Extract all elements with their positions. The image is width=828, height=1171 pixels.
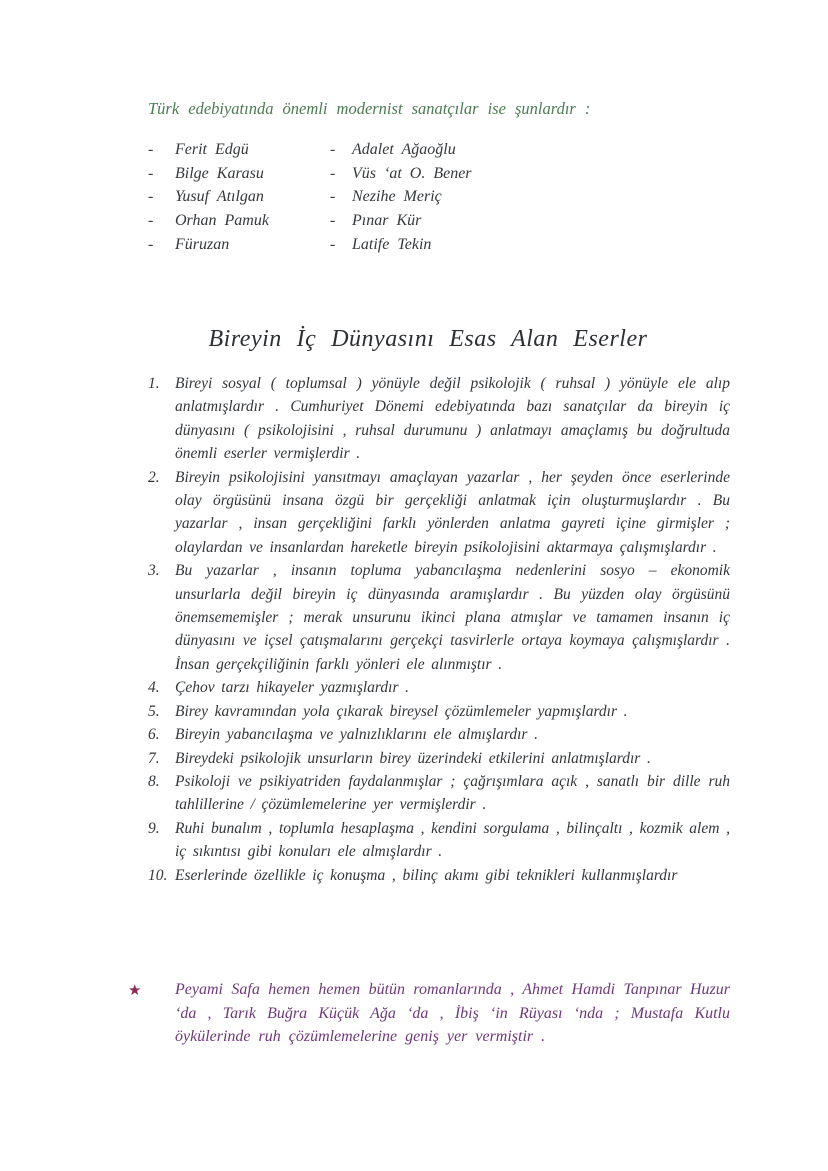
list-item <box>148 372 730 466</box>
footnote-text: Peyami Safa hemen hemen bütün romanlarında , Ahmet Hamdi Tanpınar Huzur ‘da , Tarık Buğra Küçük Ağa ‘da , İbiş ‘in Rüyası ‘nda ; Mustafa Kutlu öykülerinde ruh çözümlemelerine geniş yer vermiştir . <box>175 981 730 1045</box>
item-text: Çehov tarzı hikayeler yazmışlardır . <box>175 679 410 697</box>
item-text: Psikoloji ve psikiyatriden faydalanmışlar ; çağrışımlara açık , sanatlı bir dille ruh tahlillerine / çözümlemelerine yer vermişlerdir . <box>175 772 730 814</box>
dash-bullet: - <box>330 212 336 230</box>
item-number: 9. <box>148 819 160 837</box>
author-name: Vüs ‘at O. Bener <box>352 164 472 182</box>
author-row <box>148 209 730 233</box>
author-name: Orhan Pamuk <box>175 212 269 230</box>
list-item <box>148 864 730 887</box>
item-text: Bireydeki psikolojik unsurların birey üzerindeki etkilerini anlatmışlardır . <box>175 749 651 767</box>
item-text: Bu yazarlar , insanın topluma yabancılaşma nedenlerini sosyo – ekonomik unsurlarla değil bireyin iç dünyasında aramışlardır . Bu yüzden olay örgüsünü önemsememişler ; merak unsurunu ikinci plana atmışlar ve tamamen insanın iç dünyasını ve içsel çatışmalarını gerçekçi tasvirlerle ortaya koymaya çalışmışlardır . İnsan gerçekçiliğinin farklı yönleri ele alınmıştır . <box>175 562 730 673</box>
author-row <box>148 162 730 186</box>
item-number: 7. <box>148 749 160 767</box>
item-number: 6. <box>148 726 160 744</box>
author-name: Adalet Ağaoğlu <box>352 141 456 158</box>
item-number: 2. <box>148 468 160 486</box>
footnote <box>128 978 730 1049</box>
item-number: 10. <box>148 866 168 884</box>
author-row <box>148 233 730 257</box>
intro-text: Türk edebiyatında önemli modernist sanatçılar ise şunlardır : <box>148 99 591 118</box>
author-row <box>148 138 730 162</box>
item-number: 4. <box>148 679 160 697</box>
numbered-list <box>148 372 730 887</box>
author-row <box>148 185 730 209</box>
item-text: Bireyin yabancılaşma ve yalnızlıklarını ele almışlardır . <box>175 726 538 744</box>
item-text: Eserlerinde özellikle iç konuşma , bilinç akımı gibi teknikleri kullanmışlardır <box>175 866 678 884</box>
list-item <box>148 466 730 560</box>
author-name: Nezihe Meriç <box>352 188 442 206</box>
item-number: 1. <box>148 375 160 392</box>
author-name: Latife Tekin <box>352 235 432 253</box>
author-name: Füruzan <box>175 235 230 253</box>
author-name: Bilge Karasu <box>175 164 264 182</box>
author-name: Yusuf Atılgan <box>175 188 264 206</box>
author-name: Ferit Edgü <box>175 141 249 158</box>
dash-bullet: - <box>148 164 154 182</box>
star-icon: ★ <box>128 983 142 999</box>
dash-bullet: - <box>148 235 154 253</box>
dash-bullet: - <box>330 235 336 253</box>
dash-bullet: - <box>330 188 336 206</box>
list-item <box>148 770 730 817</box>
item-number: 8. <box>148 772 160 790</box>
list-item <box>148 747 730 770</box>
item-text: Bireyin psikolojisini yansıtmayı amaçlayan yazarlar , her şeyden önce eserlerinde olay örgüsünü insana özgü bir gerçekliği anlatmak için oluşturmuşlardır . Bu yazarlar , insan gerçekliğini farklı yönlerden anlatma gayreti içine girmişler ; olaylardan ve insanlardan hareketle bireyin psikolojisini aktarmaya çalışmışlardır . <box>175 468 730 556</box>
list-item <box>148 700 730 723</box>
dash-bullet: - <box>148 212 154 230</box>
item-text: Birey kavramından yola çıkarak bireysel çözümlemeler yapmışlardır . <box>175 702 628 720</box>
list-item <box>148 559 730 676</box>
list-item <box>148 817 730 864</box>
dash-bullet: - <box>330 164 336 182</box>
dash-bullet: - <box>148 188 154 206</box>
author-name: Pınar Kür <box>352 212 422 230</box>
item-text: Ruhi bunalım , toplumla hesaplaşma , kendini sorgulama , bilinçaltı , kozmik alem , iç sıkıntısı gibi konuları ele almışlardır . <box>175 819 730 861</box>
dash-bullet: - <box>148 141 154 158</box>
item-text: Bireyi sosyal ( toplumsal ) yönüyle değil psikolojik ( ruhsal ) yönüyle ele alıp anlatmışlardır . Cumhuriyet Dönemi edebiyatında bazı sanatçılar da bireyin iç dünyasını ( psikolojisini , ruhsal durumunu ) anlatmayı amaçlamış bu doğrultuda önemli eserler vermişlerdir . <box>175 375 730 463</box>
list-item <box>148 676 730 699</box>
list-item <box>148 723 730 746</box>
item-number: 3. <box>148 562 160 580</box>
section-title: Bireyin İç Dünyasını Esas Alan Eserler <box>208 326 648 352</box>
dash-bullet: - <box>330 141 336 158</box>
item-number: 5. <box>148 702 160 720</box>
authors-list <box>148 138 730 257</box>
